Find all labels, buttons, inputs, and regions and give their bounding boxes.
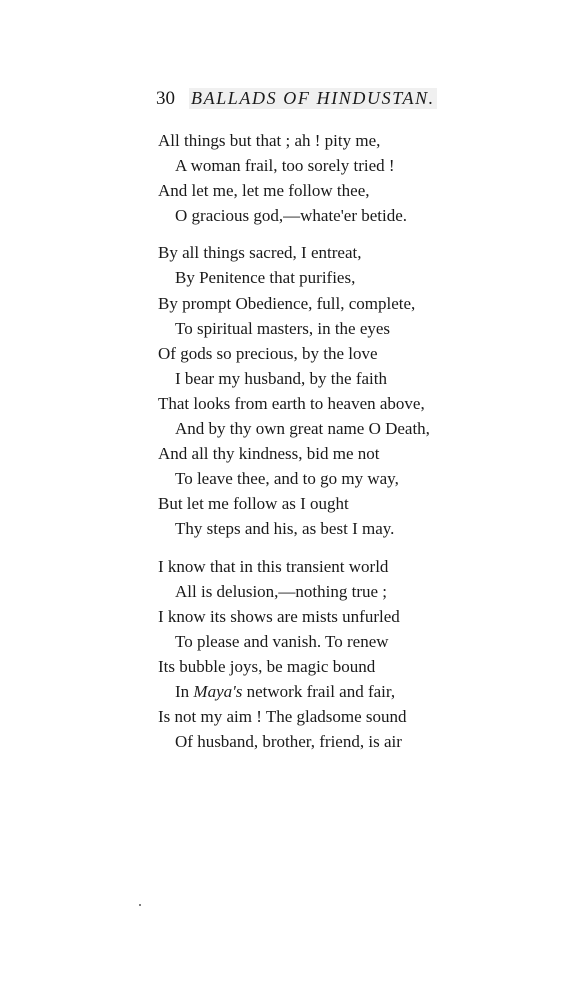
poem-line: To spiritual masters, in the eyes xyxy=(175,318,391,338)
poem-line: But let me follow as I ought xyxy=(158,494,349,514)
poem-line: And all thy kindness, bid me not xyxy=(158,444,380,464)
poem-line: By all things sacred, I entreat, xyxy=(158,243,362,263)
italic-word: Maya's xyxy=(193,681,243,701)
poem-line: That looks from earth to heaven above, xyxy=(158,393,425,413)
poem-body xyxy=(158,128,558,754)
poem-line: Its bubble joys, be magic bound xyxy=(158,656,376,676)
poem-line: A woman frail, too sorely tried ! xyxy=(175,156,395,176)
poem-line: By prompt Obedience, full, complete, xyxy=(158,293,416,313)
running-header xyxy=(156,88,437,118)
poem-line: O gracious god,—whate'er betide. xyxy=(175,206,408,226)
poem-line: In Maya's network frail and fair, xyxy=(175,681,396,701)
poem-line: And let me, let me follow thee, xyxy=(158,181,370,201)
running-title: BALLADS OF HINDUSTAN. xyxy=(191,88,435,108)
stanza-2 xyxy=(158,240,558,541)
poem-line: Of husband, brother, friend, is air xyxy=(175,732,402,752)
poem-line: Thy steps and his, as best I may. xyxy=(175,519,395,539)
poem-line: I know its shows are mists unfurled xyxy=(158,606,400,626)
poem-line: I bear my husband, by the faith xyxy=(175,368,387,388)
page-number: 30 xyxy=(156,88,175,109)
poem-line: All is delusion,—nothing true ; xyxy=(175,581,388,601)
stanza-1 xyxy=(158,128,558,228)
poem-line: To leave thee, and to go my way, xyxy=(175,469,399,489)
poem-line: Is not my aim ! The gladsome sound xyxy=(158,707,407,727)
poem-line: And by thy own great name O Death, xyxy=(175,419,430,439)
poem-line: By Penitence that purifies, xyxy=(175,268,356,288)
poem-line: To please and vanish. To renew xyxy=(175,631,389,651)
stanza-3 xyxy=(158,554,558,755)
page-speck xyxy=(139,904,141,906)
poem-line: I know that in this transient world xyxy=(158,556,389,576)
poem-line: Of gods so precious, by the love xyxy=(158,343,378,363)
poem-line: All things but that ; ah ! pity me, xyxy=(158,131,381,150)
